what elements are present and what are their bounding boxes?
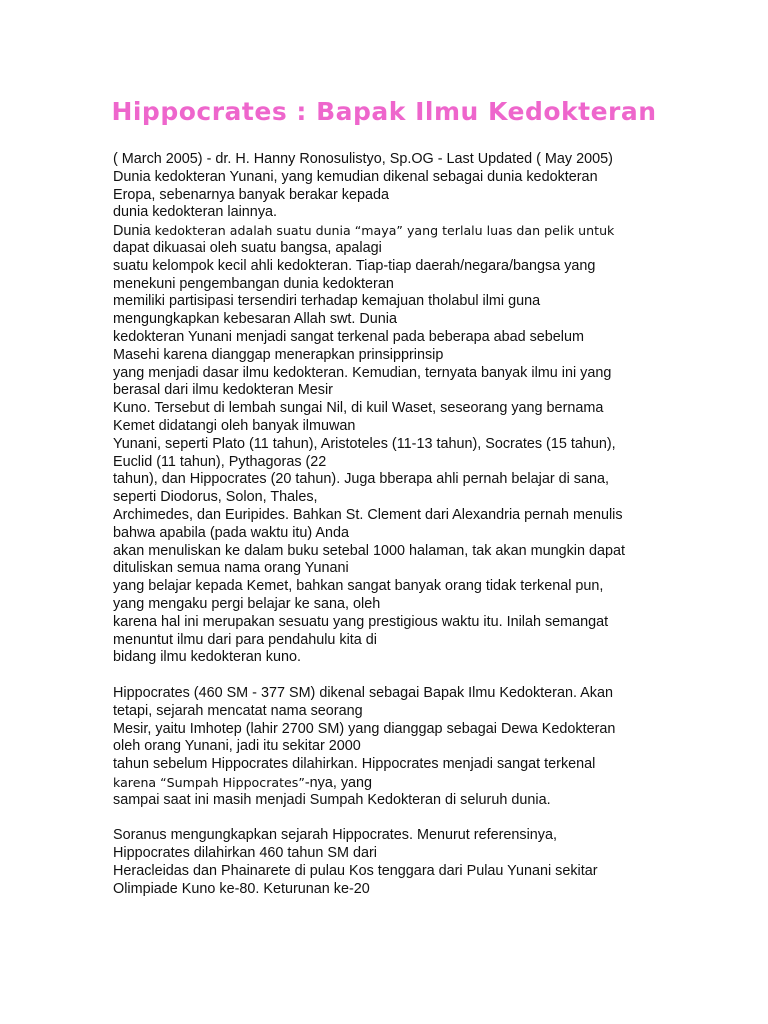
text-segment: Kemet didatangi oleh banyak ilmuwan bbox=[113, 417, 356, 434]
text-segment: mengungkapkan kebesaran Allah swt. Dunia bbox=[113, 311, 397, 328]
text-segment: Kuno. Tersebut di lembah sungai Nil, di kuil Waset, seseorang yang bernama bbox=[113, 400, 604, 417]
text-segment: akan menuliskan ke dalam buku setebal 1000 halaman, tak akan mungkin dapat bbox=[113, 542, 625, 559]
text-segment: berasal dari ilmu kedokteran Mesir bbox=[113, 382, 333, 399]
paragraph bbox=[113, 151, 673, 667]
text-segment: Eropa, sebenarnya banyak berakar kepada bbox=[113, 186, 390, 203]
text-line bbox=[113, 382, 673, 400]
text-line bbox=[113, 738, 673, 756]
text-line bbox=[113, 151, 673, 169]
text-segment: Yunani, seperti Plato (11 tahun), Aristoteles (11-13 tahun), Socrates (15 tahun), bbox=[113, 435, 616, 452]
text-segment: menekuni pengembangan dunia kedokteran bbox=[113, 275, 394, 292]
text-line bbox=[113, 418, 673, 436]
text-line bbox=[113, 347, 673, 365]
text-segment: yang mengaku pergi belajar ke sana, oleh bbox=[113, 595, 381, 612]
text-line bbox=[113, 329, 673, 347]
paragraph bbox=[113, 827, 673, 898]
text-segment: Masehi karena dianggap menerapkan prinsipprinsip bbox=[113, 346, 444, 363]
text-segment: karena “Sumpah Hippocrates” bbox=[113, 774, 305, 790]
text-segment: yang belajar kepada Kemet, bahkan sangat banyak orang tidak terkenal pun, bbox=[113, 578, 604, 595]
text-line bbox=[113, 685, 673, 703]
text-line bbox=[113, 258, 673, 276]
text-line bbox=[113, 471, 673, 489]
text-line bbox=[113, 881, 673, 899]
text-line bbox=[113, 845, 673, 863]
text-line bbox=[113, 596, 673, 614]
text-line bbox=[113, 756, 673, 774]
text-segment: karena hal ini merupakan sesuatu yang prestigious waktu itu. Inilah semangat bbox=[113, 613, 609, 630]
text-line bbox=[113, 311, 673, 329]
text-line bbox=[113, 703, 673, 721]
text-segment: Mesir, yaitu Imhotep (lahir 2700 SM) yang dianggap sebagai Dewa Kedokteran bbox=[113, 720, 616, 737]
text-line bbox=[113, 578, 673, 596]
text-segment: menuntut ilmu dari para pendahulu kita di bbox=[113, 631, 377, 648]
paragraph bbox=[113, 685, 673, 810]
text-line bbox=[113, 525, 673, 543]
text-line bbox=[113, 632, 673, 650]
text-segment: kedokteran adalah suatu dunia “maya” yang terlalu luas dan pelik untuk bbox=[154, 223, 615, 239]
text-segment: dapat dikuasai oleh suatu bangsa, apalagi bbox=[113, 239, 382, 256]
text-segment: seperti Diodorus, Solon, Thales, bbox=[113, 489, 318, 506]
text-segment: tetapi, sejarah mencatat nama seorang bbox=[113, 702, 363, 719]
text-segment: dunia kedokteran lainnya. bbox=[113, 204, 278, 221]
text-segment: Dunia bbox=[113, 223, 155, 240]
text-segment: Archimedes, dan Euripides. Bahkan St. Clement dari Alexandria pernah menulis bbox=[113, 506, 623, 523]
text-segment: bidang ilmu kedokteran kuno. bbox=[113, 649, 301, 666]
text-line bbox=[113, 436, 673, 454]
text-segment: ( March 2005) - dr. H. Hanny Ronosulistyo, Sp.OG - Last Updated ( May 2005) bbox=[113, 151, 613, 167]
text-line bbox=[113, 827, 673, 845]
text-segment: Olimpiade Kuno ke-80. Keturunan ke-20 bbox=[113, 880, 370, 897]
text-segment: kedokteran Yunani menjadi sangat terkenal pada beberapa abad sebelum bbox=[113, 328, 584, 345]
text-segment: dituliskan semua nama orang Yunani bbox=[113, 560, 349, 577]
text-segment: Dunia kedokteran Yunani, yang kemudian dikenal sebagai dunia kedokteran bbox=[113, 168, 598, 185]
text-segment: tahun sebelum Hippocrates dilahirkan. Hippocrates menjadi sangat terkenal bbox=[113, 756, 596, 773]
text-line bbox=[113, 204, 673, 222]
text-line bbox=[113, 222, 673, 240]
text-segment: Euclid (11 tahun), Pythagoras (22 bbox=[113, 453, 327, 470]
text-line bbox=[113, 560, 673, 578]
text-line bbox=[113, 792, 673, 810]
text-line bbox=[113, 240, 673, 258]
text-segment: tahun), dan Hippocrates (20 tahun). Juga bberapa ahli pernah belajar di sana, bbox=[113, 471, 610, 488]
text-segment: sampai saat ini masih menjadi Sumpah Kedokteran di seluruh dunia. bbox=[113, 791, 551, 808]
text-line bbox=[113, 276, 673, 294]
text-segment: -nya, yang bbox=[304, 774, 373, 791]
paragraph-gap bbox=[113, 667, 673, 685]
text-segment: Heracleidas dan Phainarete di pulau Kos tenggara dari Pulau Yunani sekitar bbox=[113, 862, 598, 879]
text-segment: Hippocrates dilahirkan 460 tahun SM dari bbox=[113, 845, 377, 862]
text-segment: oleh orang Yunani, jadi itu sekitar 2000 bbox=[113, 738, 361, 755]
text-line bbox=[113, 614, 673, 632]
text-line bbox=[113, 721, 673, 739]
text-line bbox=[113, 649, 673, 667]
text-line bbox=[113, 400, 673, 418]
text-line bbox=[113, 187, 673, 205]
text-segment: Hippocrates (460 SM - 377 SM) dikenal sebagai Bapak Ilmu Kedokteran. Akan bbox=[113, 684, 613, 701]
text-line bbox=[113, 169, 673, 187]
text-line bbox=[113, 489, 673, 507]
text-segment: memiliki partisipasi tersendiri terhadap kemajuan tholabul ilmi guna bbox=[113, 293, 541, 310]
text-line bbox=[113, 774, 673, 792]
text-segment: suatu kelompok kecil ahli kedokteran. Tiap-tiap daerah/negara/bangsa yang bbox=[113, 257, 596, 274]
text-line bbox=[113, 293, 673, 311]
paragraph-gap bbox=[113, 809, 673, 827]
text-line bbox=[113, 507, 673, 525]
text-segment: bahwa apabila (pada waktu itu) Anda bbox=[113, 524, 350, 541]
document-body bbox=[113, 151, 673, 898]
text-line bbox=[113, 365, 673, 383]
text-line bbox=[113, 454, 673, 472]
text-line bbox=[113, 543, 673, 561]
text-segment: yang menjadi dasar ilmu kedokteran. Kemudian, ternyata banyak ilmu ini yang bbox=[113, 364, 612, 381]
text-line bbox=[113, 863, 673, 881]
document-title: Hippocrates : Bapak Ilmu Kedokteran bbox=[111, 97, 657, 126]
text-segment: Soranus mengungkapkan sejarah Hippocrates. Menurut referensinya, bbox=[113, 827, 557, 844]
